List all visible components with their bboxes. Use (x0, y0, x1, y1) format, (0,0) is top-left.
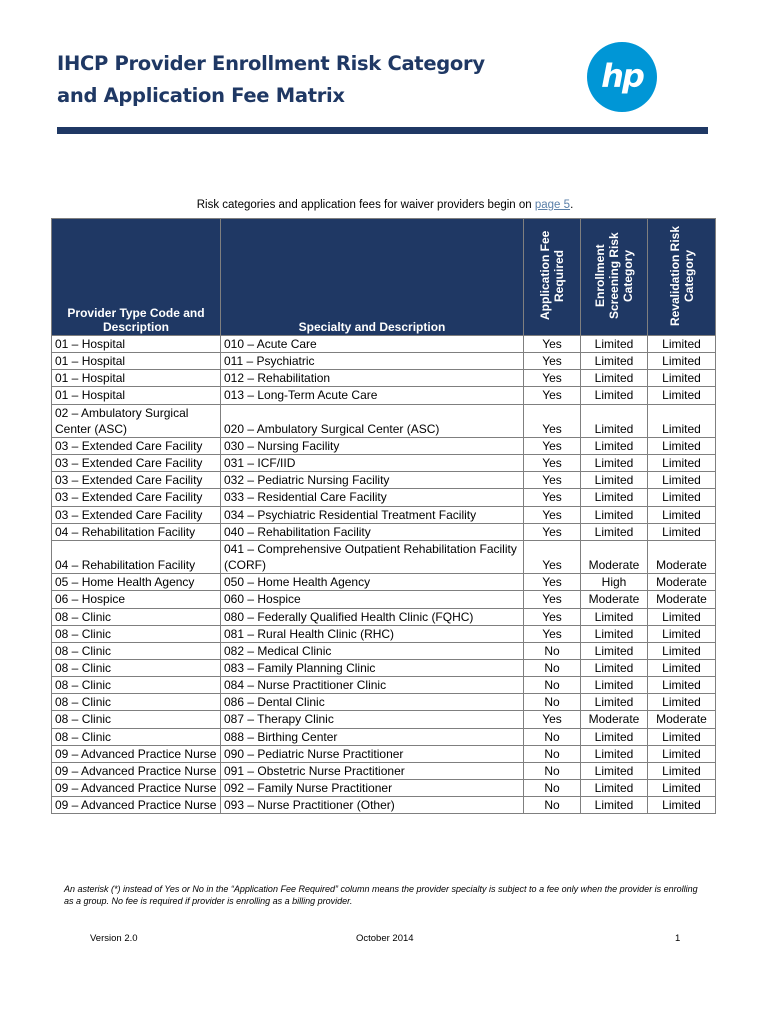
cell-fee: No (524, 762, 581, 779)
table-row (52, 745, 716, 762)
page-5-link[interactable]: page 5 (534, 199, 571, 211)
cell-enrollment-risk: Limited (581, 404, 648, 437)
cell-enrollment-risk: Limited (581, 745, 648, 762)
cell-enrollment-risk: Limited (581, 625, 648, 642)
cell-enrollment-risk: Limited (581, 336, 648, 353)
title-line-1: IHCP Provider Enrollment Risk Category (57, 52, 485, 75)
cell-specialty: 092 – Family Nurse Practitioner (221, 780, 524, 797)
cell-fee: Yes (524, 472, 581, 489)
cell-provider: 03 – Extended Care Facility (52, 472, 221, 489)
cell-specialty: 020 – Ambulatory Surgical Center (ASC) (221, 404, 524, 437)
cell-specialty: 031 – ICF/IID (221, 455, 524, 472)
cell-specialty: 034 – Psychiatric Residential Treatment Facility (221, 506, 524, 523)
cell-specialty: 080 – Federally Qualified Health Clinic (FQHC) (221, 608, 524, 625)
cell-provider: 08 – Clinic (52, 625, 221, 642)
cell-specialty: 090 – Pediatric Nurse Practitioner (221, 745, 524, 762)
cell-fee: Yes (524, 591, 581, 608)
cell-specialty: 013 – Long-Term Acute Care (221, 387, 524, 404)
cell-provider: 01 – Hospital (52, 353, 221, 370)
table-row (52, 625, 716, 642)
cell-enrollment-risk: Limited (581, 797, 648, 814)
cell-fee: No (524, 642, 581, 659)
cell-revalidation-risk: Moderate (648, 540, 716, 573)
table-row (52, 659, 716, 676)
table-row (52, 387, 716, 404)
cell-enrollment-risk: Limited (581, 659, 648, 676)
cell-revalidation-risk: Limited (648, 370, 716, 387)
intro-text-body: Risk categories and application fees for waiver providers begin on (196, 199, 535, 211)
cell-enrollment-risk: High (581, 574, 648, 591)
cell-fee: Yes (524, 370, 581, 387)
cell-provider: 06 – Hospice (52, 591, 221, 608)
table-row (52, 642, 716, 659)
table-row (52, 574, 716, 591)
header-rule (57, 127, 708, 134)
footer-date: October 2014 (356, 933, 414, 944)
cell-provider: 03 – Extended Care Facility (52, 489, 221, 506)
table-row (52, 370, 716, 387)
cell-revalidation-risk: Moderate (648, 574, 716, 591)
cell-fee: Yes (524, 574, 581, 591)
table-row (52, 353, 716, 370)
cell-revalidation-risk: Limited (648, 677, 716, 694)
title-line-2: and Application Fee Matrix (57, 84, 345, 107)
cell-provider: 09 – Advanced Practice Nurse (52, 762, 221, 779)
cell-revalidation-risk: Limited (648, 780, 716, 797)
cell-provider: 05 – Home Health Agency (52, 574, 221, 591)
cell-provider: 03 – Extended Care Facility (52, 455, 221, 472)
table-row (52, 728, 716, 745)
header-provider: Provider Type Code and Description (52, 219, 221, 336)
cell-specialty: 088 – Birthing Center (221, 728, 524, 745)
cell-specialty: 012 – Rehabilitation (221, 370, 524, 387)
table-row (52, 591, 716, 608)
footer-page-number: 1 (675, 933, 681, 944)
cell-revalidation-risk: Limited (648, 437, 716, 454)
cell-enrollment-risk: Limited (581, 387, 648, 404)
risk-matrix-table (51, 218, 716, 814)
cell-enrollment-risk: Limited (581, 694, 648, 711)
cell-fee: Yes (524, 711, 581, 728)
table-row (52, 694, 716, 711)
cell-provider: 01 – Hospital (52, 370, 221, 387)
cell-revalidation-risk: Limited (648, 404, 716, 437)
cell-provider: 04 – Rehabilitation Facility (52, 523, 221, 540)
footnote: An asterisk (*) instead of Yes or No in the “Application Fee Required” column means the provider specialty is subject to a fee only when the provider is enrolling as a group. No fee is required if provider is enrolling as a billing provider. (64, 884, 698, 906)
cell-enrollment-risk: Limited (581, 353, 648, 370)
cell-specialty: 010 – Acute Care (221, 336, 524, 353)
cell-revalidation-risk: Limited (648, 472, 716, 489)
page-title (57, 48, 485, 112)
cell-fee: Yes (524, 336, 581, 353)
cell-revalidation-risk: Limited (648, 642, 716, 659)
table-row (52, 404, 716, 437)
cell-enrollment-risk: Limited (581, 728, 648, 745)
cell-revalidation-risk: Limited (648, 489, 716, 506)
cell-revalidation-risk: Limited (648, 608, 716, 625)
cell-revalidation-risk: Limited (648, 387, 716, 404)
cell-specialty: 093 – Nurse Practitioner (Other) (221, 797, 524, 814)
cell-enrollment-risk: Limited (581, 489, 648, 506)
table-body (52, 336, 716, 814)
cell-fee: Yes (524, 404, 581, 437)
cell-revalidation-risk: Moderate (648, 711, 716, 728)
cell-enrollment-risk: Limited (581, 780, 648, 797)
cell-fee: No (524, 745, 581, 762)
cell-fee: No (524, 659, 581, 676)
cell-provider: 08 – Clinic (52, 711, 221, 728)
cell-revalidation-risk: Limited (648, 659, 716, 676)
cell-specialty: 083 – Family Planning Clinic (221, 659, 524, 676)
cell-revalidation-risk: Limited (648, 506, 716, 523)
cell-specialty: 086 – Dental Clinic (221, 694, 524, 711)
cell-fee: Yes (524, 387, 581, 404)
cell-provider: 08 – Clinic (52, 728, 221, 745)
cell-revalidation-risk: Limited (648, 762, 716, 779)
table-row (52, 797, 716, 814)
cell-specialty: 032 – Pediatric Nursing Facility (221, 472, 524, 489)
cell-fee: No (524, 694, 581, 711)
cell-specialty: 087 – Therapy Clinic (221, 711, 524, 728)
table-row (52, 336, 716, 353)
intro-text-suffix: . (570, 199, 574, 211)
hp-logo (587, 42, 657, 112)
table-header-row (52, 219, 716, 336)
cell-provider: 02 – Ambulatory Surgical Center (ASC) (52, 404, 221, 437)
cell-fee: Yes (524, 489, 581, 506)
cell-enrollment-risk: Limited (581, 677, 648, 694)
cell-specialty: 082 – Medical Clinic (221, 642, 524, 659)
cell-provider: 04 – Rehabilitation Facility (52, 540, 221, 573)
cell-fee: Yes (524, 455, 581, 472)
cell-specialty: 091 – Obstetric Nurse Practitioner (221, 762, 524, 779)
cell-specialty: 081 – Rural Health Clinic (RHC) (221, 625, 524, 642)
cell-provider: 03 – Extended Care Facility (52, 437, 221, 454)
cell-fee: Yes (524, 437, 581, 454)
cell-revalidation-risk: Limited (648, 353, 716, 370)
cell-fee: No (524, 677, 581, 694)
header-revalidation: Revalidation Risk Category (648, 219, 716, 336)
cell-fee: No (524, 780, 581, 797)
table-row (52, 540, 716, 573)
table-row (52, 437, 716, 454)
footer-version: Version 2.0 (90, 933, 138, 944)
cell-fee: Yes (524, 540, 581, 573)
cell-provider: 01 – Hospital (52, 336, 221, 353)
cell-revalidation-risk: Limited (648, 455, 716, 472)
table-row (52, 780, 716, 797)
cell-provider: 09 – Advanced Practice Nurse (52, 780, 221, 797)
cell-revalidation-risk: Limited (648, 797, 716, 814)
cell-enrollment-risk: Limited (581, 506, 648, 523)
cell-fee: Yes (524, 353, 581, 370)
cell-provider: 08 – Clinic (52, 694, 221, 711)
table-row (52, 762, 716, 779)
table-row (52, 677, 716, 694)
cell-revalidation-risk: Limited (648, 745, 716, 762)
cell-fee: Yes (524, 506, 581, 523)
header-specialty: Specialty and Description (221, 219, 524, 336)
cell-specialty: 060 – Hospice (221, 591, 524, 608)
cell-enrollment-risk: Limited (581, 642, 648, 659)
cell-revalidation-risk: Limited (648, 523, 716, 540)
cell-specialty: 040 – Rehabilitation Facility (221, 523, 524, 540)
table-row (52, 523, 716, 540)
table-row (52, 506, 716, 523)
table-row (52, 455, 716, 472)
cell-provider: 08 – Clinic (52, 642, 221, 659)
table-row (52, 711, 716, 728)
intro-text (0, 199, 770, 211)
cell-specialty: 011 – Psychiatric (221, 353, 524, 370)
cell-specialty: 030 – Nursing Facility (221, 437, 524, 454)
cell-provider: 08 – Clinic (52, 608, 221, 625)
cell-provider: 03 – Extended Care Facility (52, 506, 221, 523)
cell-enrollment-risk: Limited (581, 370, 648, 387)
cell-specialty: 041 – Comprehensive Outpatient Rehabilitation Facility (CORF) (221, 540, 524, 573)
cell-fee: No (524, 728, 581, 745)
cell-fee: Yes (524, 608, 581, 625)
cell-revalidation-risk: Moderate (648, 591, 716, 608)
cell-revalidation-risk: Limited (648, 336, 716, 353)
cell-revalidation-risk: Limited (648, 728, 716, 745)
cell-fee: Yes (524, 523, 581, 540)
cell-provider: 09 – Advanced Practice Nurse (52, 797, 221, 814)
cell-fee: No (524, 797, 581, 814)
cell-provider: 01 – Hospital (52, 387, 221, 404)
cell-revalidation-risk: Limited (648, 694, 716, 711)
header-fee: Application Fee Required (524, 219, 581, 336)
cell-provider: 08 – Clinic (52, 677, 221, 694)
cell-enrollment-risk: Limited (581, 472, 648, 489)
cell-enrollment-risk: Limited (581, 523, 648, 540)
cell-provider: 08 – Clinic (52, 659, 221, 676)
cell-enrollment-risk: Limited (581, 455, 648, 472)
cell-specialty: 033 – Residential Care Facility (221, 489, 524, 506)
cell-revalidation-risk: Limited (648, 625, 716, 642)
cell-fee: Yes (524, 625, 581, 642)
cell-enrollment-risk: Limited (581, 762, 648, 779)
cell-enrollment-risk: Moderate (581, 540, 648, 573)
table-row (52, 489, 716, 506)
cell-enrollment-risk: Moderate (581, 711, 648, 728)
cell-enrollment-risk: Limited (581, 437, 648, 454)
table-row (52, 608, 716, 625)
cell-enrollment-risk: Limited (581, 608, 648, 625)
hp-logo-text: hp (601, 57, 643, 95)
table-row (52, 472, 716, 489)
header-enrollment: Enrollment Screening Risk Category (581, 219, 648, 336)
cell-specialty: 084 – Nurse Practitioner Clinic (221, 677, 524, 694)
cell-provider: 09 – Advanced Practice Nurse (52, 745, 221, 762)
cell-enrollment-risk: Moderate (581, 591, 648, 608)
cell-specialty: 050 – Home Health Agency (221, 574, 524, 591)
